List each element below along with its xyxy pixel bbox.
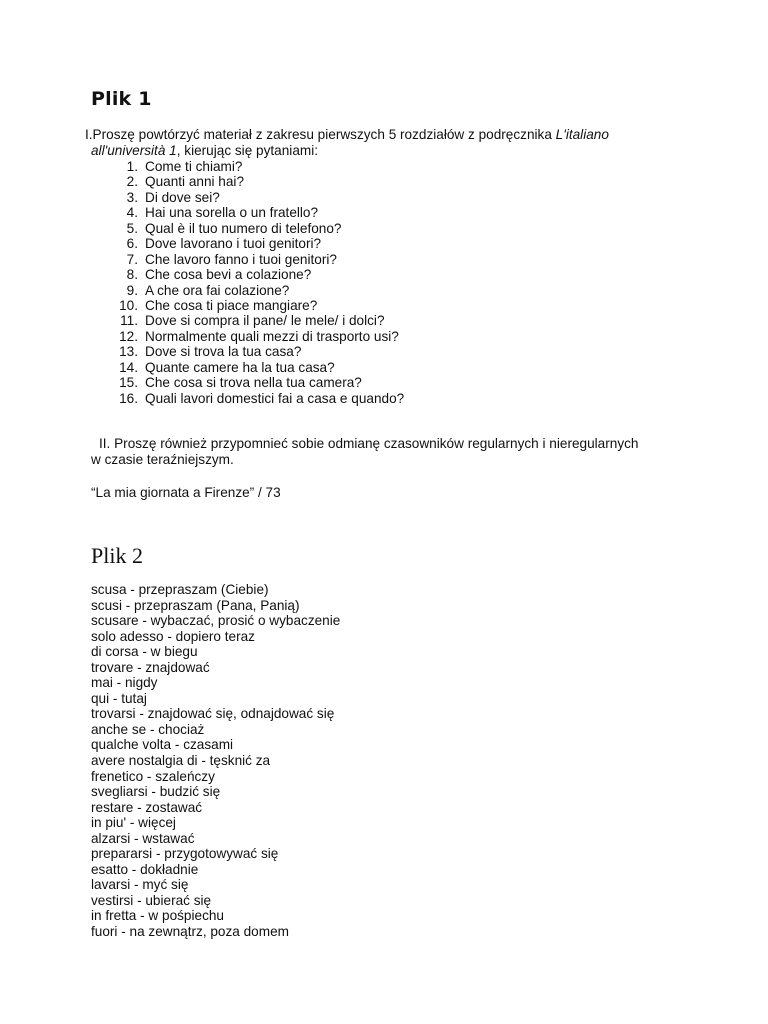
list-item	[113, 344, 404, 359]
question-text: Che cosa ti piace mangiare?	[145, 297, 318, 313]
question-text: Che lavoro fanno i tuoi genitori?	[145, 251, 337, 267]
list-item	[113, 221, 404, 236]
book-title-part1: L'italiano	[555, 127, 609, 142]
question-number: 8.	[126, 267, 138, 283]
vocab-item: mai - nigdy	[91, 675, 158, 691]
vocab-item: di corsa - w biegu	[91, 644, 198, 660]
question-text: Quali lavori domestici fai a casa e quando?	[145, 390, 405, 406]
list-item	[113, 283, 404, 298]
vocab-list	[91, 582, 340, 940]
vocab-item: trovare - znajdować	[91, 659, 210, 675]
list-item	[113, 190, 404, 205]
question-text: Di dove sei?	[145, 189, 220, 205]
question-text: Normalmente quali mezzi di trasporto usi?	[145, 328, 399, 344]
vocab-item: esatto - dokładnie	[91, 861, 199, 877]
vocab-item: svegliarsi - budzić się	[91, 784, 221, 800]
vocab-item: in fretta - w pośpiechu	[91, 908, 224, 924]
vocab-item: scusare - wybaczać, prosić o wybaczenie	[91, 613, 341, 629]
list-item	[113, 375, 404, 390]
list-item	[113, 159, 404, 174]
vocab-item: in piu' - więcej	[91, 815, 176, 831]
question-number: 7.	[126, 251, 138, 267]
question-text: Come ti chiami?	[145, 159, 243, 174]
section2-heading: Plik 2	[91, 543, 143, 568]
list-item	[113, 205, 404, 220]
question-number: 13.	[119, 344, 138, 360]
question-text: Che cosa si trova nella tua camera?	[145, 375, 362, 391]
vocab-item: solo adesso - dopiero teraz	[91, 628, 255, 644]
vocab-item: qui - tutaj	[91, 690, 147, 706]
instruction-line2	[91, 143, 318, 158]
vocab-item: vestirsi - ubierać się	[91, 892, 212, 908]
vocab-item: frenetico - szaleńczy	[91, 768, 215, 784]
question-number: 15.	[119, 375, 138, 391]
list-item	[113, 267, 404, 282]
question-number: 3.	[126, 189, 138, 205]
list-item	[113, 360, 404, 375]
question-text: A che ora fai colazione?	[145, 282, 290, 298]
part2-line2: w czasie teraźniejszym.	[91, 452, 234, 467]
question-number: 1.	[126, 159, 138, 174]
question-number: 14.	[119, 359, 138, 375]
question-text: Quanti anni hai?	[145, 174, 245, 190]
vocab-item: trovarsi - znajdować się, odnajdować się	[91, 706, 335, 722]
vocab-item: fuori - na zewnątrz, poza domem	[91, 924, 289, 940]
section1-heading: Plik 1	[91, 88, 152, 110]
questions-list	[113, 159, 404, 406]
vocab-item: scusa - przepraszam (Ciebie)	[91, 582, 269, 597]
question-text: Dove si compra il pane/ le mele/ i dolci?	[145, 313, 385, 329]
list-item	[113, 236, 404, 251]
question-text: Quante camere ha la tua casa?	[145, 359, 335, 375]
question-number: 11.	[120, 313, 138, 329]
vocab-item: restare - zostawać	[91, 799, 203, 815]
vocab-item: avere nostalgia di - tęsknić za	[91, 753, 271, 769]
vocab-item: scusi - przepraszam (Pana, Panią)	[91, 597, 300, 613]
vocab-item: lavarsi - myć się	[91, 877, 189, 893]
question-text: Dove lavorano i tuoi genitori?	[145, 236, 322, 252]
part2-line1: II. Proszę również przypomnieć sobie odmianę czasowników regularnych i nieregularnych	[99, 436, 639, 451]
question-number: 9.	[126, 282, 138, 298]
list-item	[113, 174, 404, 189]
instruction-prefix: I.Proszę powtórzyć materiał z zakresu pierwszych 5 rozdziałów z podręcznika	[85, 127, 556, 142]
list-item	[113, 252, 404, 267]
question-number: 16.	[119, 390, 138, 406]
list-item	[113, 391, 404, 406]
list-item	[113, 329, 404, 344]
vocab-item: anche se - chociaż	[91, 721, 205, 737]
reference-text: “La mia giornata a Firenze” / 73	[91, 485, 281, 500]
vocab-item: qualche volta - czasami	[91, 737, 234, 753]
question-text: Qual è il tuo numero di telefono?	[145, 220, 342, 236]
list-item	[113, 313, 404, 328]
question-text: Hai una sorella o un fratello?	[145, 205, 319, 221]
question-number: 5.	[126, 220, 138, 236]
book-title-part2: all'università 1	[91, 143, 177, 158]
instruction-line1	[85, 127, 609, 142]
question-number: 4.	[126, 205, 138, 221]
question-text: Dove si trova la tua casa?	[145, 344, 302, 360]
question-number: 12.	[119, 328, 138, 344]
question-number: 2.	[126, 174, 138, 190]
question-number: 6.	[126, 236, 138, 252]
vocab-item: prepararsi - przygotowywać się	[91, 846, 279, 862]
question-text: Che cosa bevi a colazione?	[145, 267, 312, 283]
vocab-item: alzarsi - wstawać	[91, 830, 195, 846]
question-number: 10.	[119, 297, 138, 313]
instruction-suffix: , kierując się pytaniami:	[176, 143, 318, 158]
list-item	[113, 298, 404, 313]
